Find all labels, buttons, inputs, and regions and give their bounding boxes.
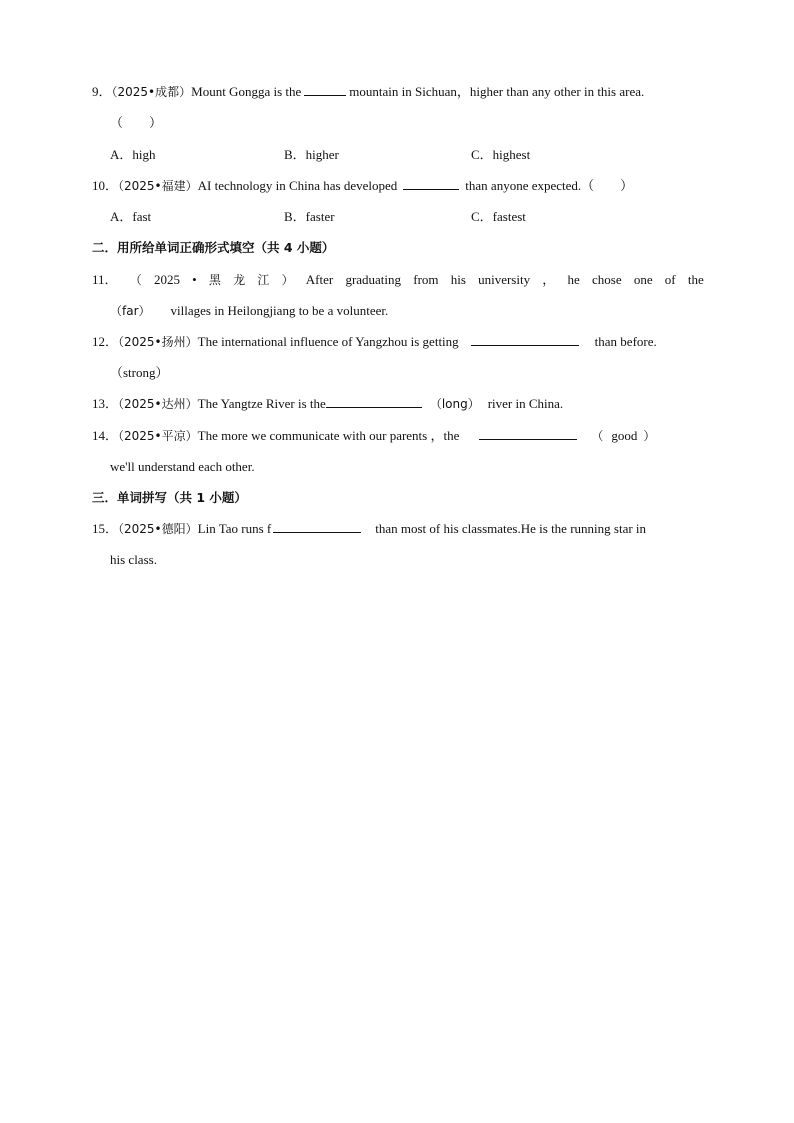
question-15 (92, 520, 704, 538)
question-11-cont (110, 302, 704, 320)
answer-blank[interactable] (479, 427, 577, 440)
question-source: （2025•德阳） (118, 522, 198, 536)
option-b[interactable]: B．higher (284, 147, 339, 162)
question-text: The more we communicate with our parents ，the (197, 428, 460, 443)
question-text: than anyone expected.（ ） (465, 178, 634, 193)
question-number: 13． (92, 396, 119, 411)
question-source: （2025•福建） (118, 179, 198, 193)
option-a[interactable]: A．fast (110, 209, 152, 224)
question-text: we'll understand each other. (110, 459, 255, 474)
option-c[interactable]: C．fastest (471, 209, 526, 224)
question-source: （2025•扬州） (118, 335, 198, 349)
question-number: 10． (92, 178, 119, 193)
answer-blank[interactable] (471, 333, 579, 346)
section-heading-3: 三．单词拼写（共 1 小题） (92, 490, 247, 505)
question-number: 12． (92, 334, 119, 349)
word-hint: （long） (429, 397, 480, 411)
word-hint: （far） (110, 304, 151, 318)
question-text: AI technology in China has developed (197, 178, 398, 193)
word-hint: good (611, 428, 638, 443)
question-source: （2025•达州） (118, 397, 198, 411)
question-14: 14．（2025•平凉）The more we communicate with our parents ，the （ good ） (92, 428, 656, 443)
answer-blank[interactable] (304, 83, 346, 96)
question-text: than before. (594, 334, 657, 349)
question-text: The international influence of Yangzhou is getting (197, 334, 459, 349)
question-source: （2025•成都） (111, 85, 192, 99)
section-heading-2: 二．用所给单词正确形式填空（共 4 小题） (92, 240, 335, 255)
answer-blank[interactable] (403, 177, 459, 190)
answer-paren[interactable]: （ ） (110, 115, 163, 130)
answer-blank[interactable] (273, 520, 361, 533)
question-text: his class. (110, 552, 157, 567)
question-number: 15． (92, 521, 119, 536)
question-11: 11． （ 2025 • 黑 龙 江 ） After graduating from his university ， he chose one of the (92, 272, 704, 287)
answer-blank[interactable] (326, 395, 422, 408)
question-text: Lin Tao runs f (197, 521, 272, 536)
question-number: 9． (92, 84, 112, 99)
question-13 (92, 395, 704, 413)
option-a[interactable]: A．high (110, 147, 156, 162)
question-text: The Yangtze River is the (197, 396, 326, 411)
option-b[interactable]: B．faster (284, 209, 335, 224)
question-text: than most of his classmates.He is the running star in (375, 521, 647, 536)
word-hint: （strong） (110, 365, 169, 380)
question-10 (92, 177, 704, 195)
question-number: 11． (92, 272, 118, 287)
question-text: Mount Gongga is the (191, 84, 302, 99)
question-9 (92, 83, 704, 101)
question-text: mountain in Sichuan，higher than any other in this area. (349, 84, 645, 99)
question-text: villages in Heilongjiang to be a volunteer. (170, 303, 389, 318)
question-number: 14． (92, 428, 119, 443)
answer-blank[interactable] (154, 303, 168, 315)
question-text: river in China. (487, 396, 564, 411)
option-c[interactable]: C．highest (471, 147, 531, 162)
question-12 (92, 333, 704, 351)
question-source: （2025•平凉） (118, 429, 198, 443)
